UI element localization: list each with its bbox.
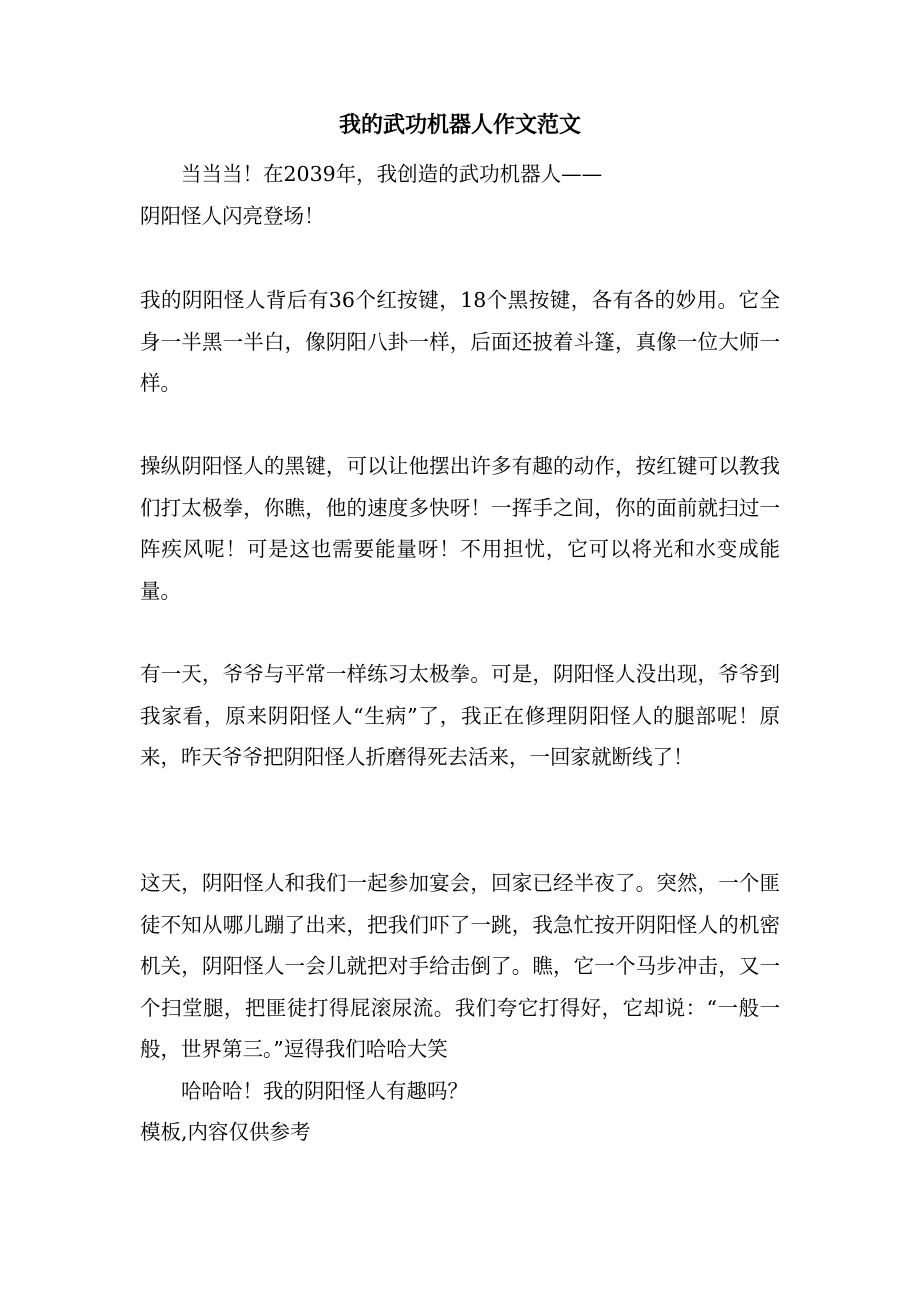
closing-block: [140, 1071, 780, 1113]
document-title: 我的武功机器人作文范文: [338, 112, 581, 138]
footer-note: 模板,内容仅供参考: [140, 1120, 311, 1144]
intro-line-1: 当当当！在2039年，我创造的武功机器人——: [181, 162, 603, 186]
closing-line: 哈哈哈！我的阴阳怪人有趣吗？: [181, 1079, 468, 1103]
intro-line-2: 阴阳怪人闪亮登场！: [140, 203, 325, 228]
intro-block: [140, 154, 780, 237]
paragraph-buttons: 我的阴阳怪人背后有36个红按键，18个黑按键，各有各的妙用。它全身一半黑一半白，像阴阳八卦一样，后面还披着斗篷，真像一位大师一样。: [140, 288, 780, 395]
paragraph-banquet: 这天，阴阳怪人和我们一起参加宴会，回家已经半夜了。突然，一个匪徒不知从哪儿蹦了出来，把我们吓了一跳，我急忙按开阴阳怪人的机密机关，阴阳怪人一会儿就把对手给击倒了。瞧，它一个马步冲击，又一个扫堂腿，把匪徒打得屁滚尿流。我们夸它打得好，它却说：“一般一般，世界第三。”逗得我们哈哈大笑: [140, 871, 780, 1061]
paragraph-controls: 操纵阴阳怪人的黑键，可以让他摆出许多有趣的动作，按红键可以教我们打太极拳，你瞧，他的速度多快呀！一挥手之间，你的面前就扫过一阵疾风呢！可是这也需要能量呀！不用担忧，它可以将光和水变成能量。: [140, 454, 780, 603]
paragraph-repair: 有一天，爷爷与平常一样练习太极拳。可是，阴阳怪人没出现，爷爷到我家看，原来阴阳怪人“生病”了，我正在修理阴阳怪人的腿部呢！原来，昨天爷爷把阴阳怪人折磨得死去活来，一回家就断线了！: [140, 662, 780, 769]
